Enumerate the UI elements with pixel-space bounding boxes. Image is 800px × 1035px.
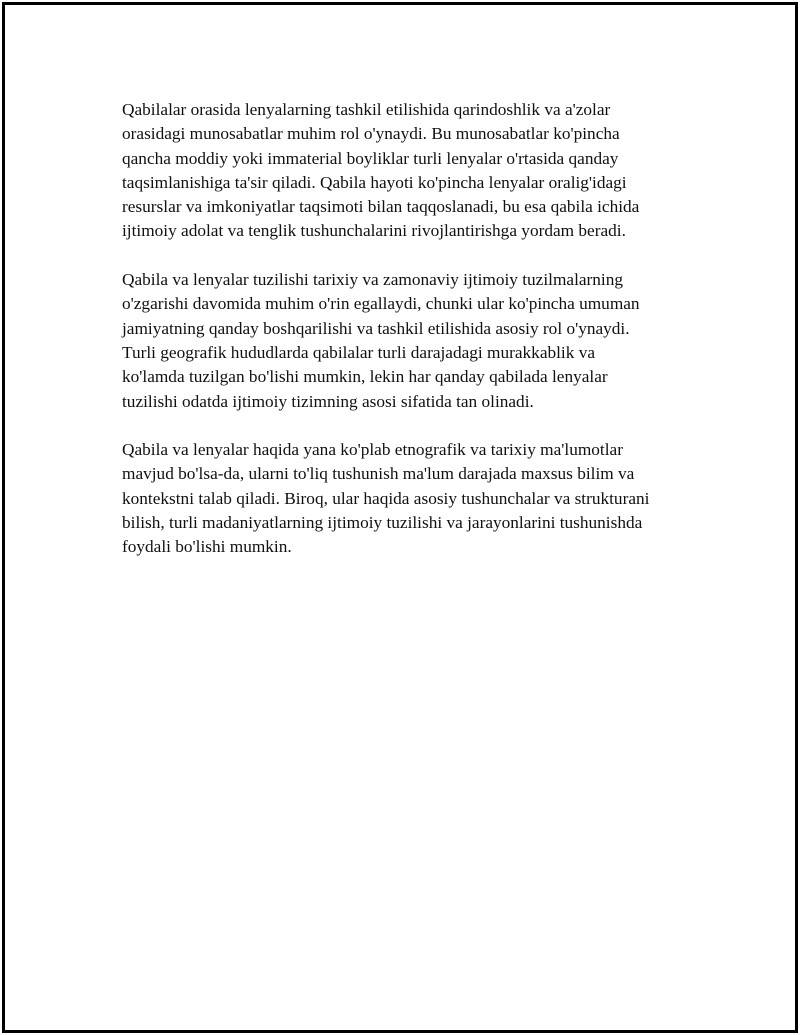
text-line: resurslar va imkoniyatlar taqsimoti bilan taqqoslanadi, bu esa qabila ichida bbox=[122, 197, 640, 217]
paragraph-2 bbox=[122, 268, 702, 414]
page-frame bbox=[2, 2, 798, 1033]
text-line: ijtimoiy adolat va tenglik tushunchalarini rivojlantirishga yordam beradi. bbox=[122, 221, 626, 241]
text-line: Qabila va lenyalar tuzilishi tarixiy va zamonaviy ijtimoiy tuzilmalarning bbox=[122, 270, 624, 290]
text-line: Qabilalar orasida lenyalarning tashkil etilishida qarindoshlik va a'zolar bbox=[122, 100, 611, 119]
text-line: mavjud bo'lsa-da, ularni to'liq tushunish ma'lum darajada maxsus bilim va bbox=[122, 464, 635, 484]
text-line: ko'lamda tuzilgan bo'lishi mumkin, lekin har qanday qabilada lenyalar bbox=[122, 367, 608, 387]
paragraph-3 bbox=[122, 438, 702, 559]
text-line: kontekstni talab qiladi. Biroq, ular haqida asosiy tushunchalar va strukturani bbox=[122, 488, 650, 508]
text-line: o'zgarishi davomida muhim o'rin egallaydi, chunki ular ko'pincha umuman bbox=[122, 294, 640, 314]
text-line: jamiyatning qanday boshqarilishi va tashkil etilishida asosiy rol o'ynaydi. bbox=[122, 318, 630, 338]
text-line: Qabila va lenyalar haqida yana ko'plab etnografik va tarixiy ma'lumotlar bbox=[122, 440, 623, 460]
text-line: taqsimlanishiga ta'sir qiladi. Qabila hayoti ko'pincha lenyalar oralig'idagi bbox=[122, 172, 627, 192]
text-line: bilish, turli madaniyatlarning ijtimoiy tuzilishi va jarayonlarini tushunishda bbox=[122, 513, 643, 533]
text-line: tuzilishi odatda ijtimoiy tizimning asosi sifatida tan olinadi. bbox=[122, 391, 534, 411]
paragraph-1 bbox=[122, 98, 702, 244]
document-body bbox=[122, 98, 702, 584]
text-line: Turli geografik hududlarda qabilalar turli darajadagi murakkablik va bbox=[122, 342, 596, 362]
text-line: qancha moddiy yoki immaterial boyliklar turli lenyalar o'rtasida qanday bbox=[122, 148, 619, 168]
text-line: orasidagi munosabatlar muhim rol o'ynaydi. Bu munosabatlar ko'pincha bbox=[122, 124, 620, 144]
text-line: foydali bo'lishi mumkin. bbox=[122, 537, 292, 557]
